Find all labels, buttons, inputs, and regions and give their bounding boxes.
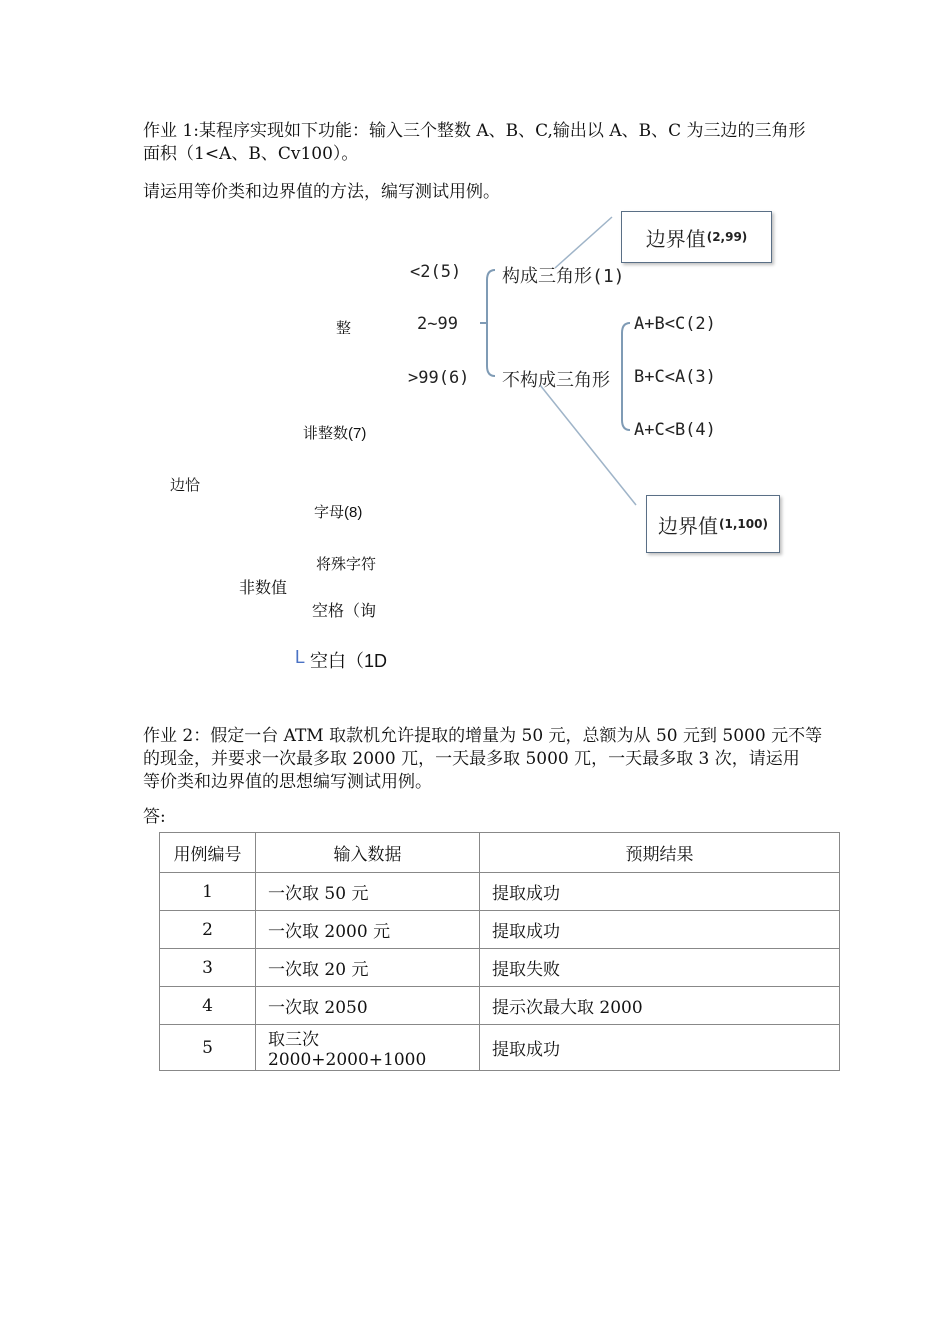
class-gt99: >99(6) bbox=[408, 368, 470, 388]
hw2-line2: 的现金，并要求一次最多取 2000 兀，一天最多取 5000 兀，一天最多取 3 次，请运用 bbox=[143, 749, 800, 769]
hw2-line3: 等价类和边界值的思想编写测试用例。 bbox=[143, 772, 432, 792]
header-case-id: 用例编号 bbox=[160, 833, 256, 873]
case-expected: 提取成功 bbox=[480, 873, 840, 911]
case-input: 一次取 50 元 bbox=[256, 873, 480, 911]
boundary-box-2 bbox=[646, 495, 780, 553]
branch-not-triangle: 不构成三角形 bbox=[502, 370, 610, 391]
label-special-char: 将殊字符 bbox=[316, 556, 377, 573]
case-input: 一次取 20 元 bbox=[256, 949, 480, 987]
case-input: 一次取 2050 bbox=[256, 987, 480, 1025]
boundary-box-2-label: 边界值 bbox=[658, 513, 719, 538]
label-blank: 空白（1D bbox=[310, 651, 388, 671]
label-biaqia: 边恰 bbox=[170, 477, 201, 494]
class-range: 2~99 bbox=[417, 314, 458, 334]
case-id: 5 bbox=[160, 1025, 256, 1071]
case-expected: 提取成功 bbox=[480, 911, 840, 949]
table-row bbox=[160, 949, 840, 987]
case-id: 2 bbox=[160, 911, 256, 949]
case-id: 4 bbox=[160, 987, 256, 1025]
boundary-box-2-range: (1,100) bbox=[719, 517, 768, 531]
case-input: 一次取 2000 元 bbox=[256, 911, 480, 949]
label-non-numeric: 非数值 bbox=[239, 580, 288, 597]
label-letter: 字母(8) bbox=[314, 504, 363, 521]
boundary-box-1 bbox=[621, 211, 772, 263]
label-zheng: 整 bbox=[336, 320, 352, 337]
connector-boundary-1 bbox=[555, 217, 612, 268]
table-row bbox=[160, 873, 840, 911]
answer-label: 答: bbox=[143, 807, 166, 827]
label-blank-mark: L bbox=[295, 647, 306, 667]
case-expected: 提示次最大取 2000 bbox=[480, 987, 840, 1025]
case-id: 1 bbox=[160, 873, 256, 911]
condition-4: A+C<B(4) bbox=[634, 420, 716, 440]
table-row bbox=[160, 1025, 840, 1071]
table-row bbox=[160, 911, 840, 949]
table-header-row bbox=[160, 833, 840, 873]
hw1-line2: 面积（1<A、B、Cv100）。 bbox=[143, 144, 359, 164]
header-expected: 预期结果 bbox=[480, 833, 840, 873]
test-case-table bbox=[159, 832, 840, 1071]
hw2-line1: 作业 2：假定一台 ATM 取款机允许提取的增量为 50 元，总额为从 50 元到 5000 元不等 bbox=[143, 726, 823, 746]
branch-forms-triangle: 构成三角形(1) bbox=[502, 266, 625, 287]
case-input: 取三次 2000+2000+1000 bbox=[256, 1025, 480, 1071]
boundary-box-1-label: 边界值 bbox=[645, 226, 706, 251]
case-id: 3 bbox=[160, 949, 256, 987]
condition-2: A+B<C(2) bbox=[634, 314, 716, 334]
class-lt2: <2(5) bbox=[410, 262, 462, 282]
case-expected: 提取失败 bbox=[480, 949, 840, 987]
hw1-instruction: 请运用等价类和边界值的方法，编写测试用例。 bbox=[143, 182, 500, 202]
condition-3: B+C<A(3) bbox=[634, 367, 716, 387]
label-space: 空格（询 bbox=[312, 603, 377, 620]
case-expected: 提取成功 bbox=[480, 1025, 840, 1071]
label-non-integer: 诽整数(7) bbox=[303, 425, 367, 442]
header-input: 输入数据 bbox=[256, 833, 480, 873]
hw1-line1: 作业 1:某程序实现如下功能：输入三个整数 A、B、C,输出以 A、B、C 为三边的三角形 bbox=[143, 121, 806, 141]
boundary-box-1-range: (2,99) bbox=[706, 230, 748, 244]
table-row bbox=[160, 987, 840, 1025]
